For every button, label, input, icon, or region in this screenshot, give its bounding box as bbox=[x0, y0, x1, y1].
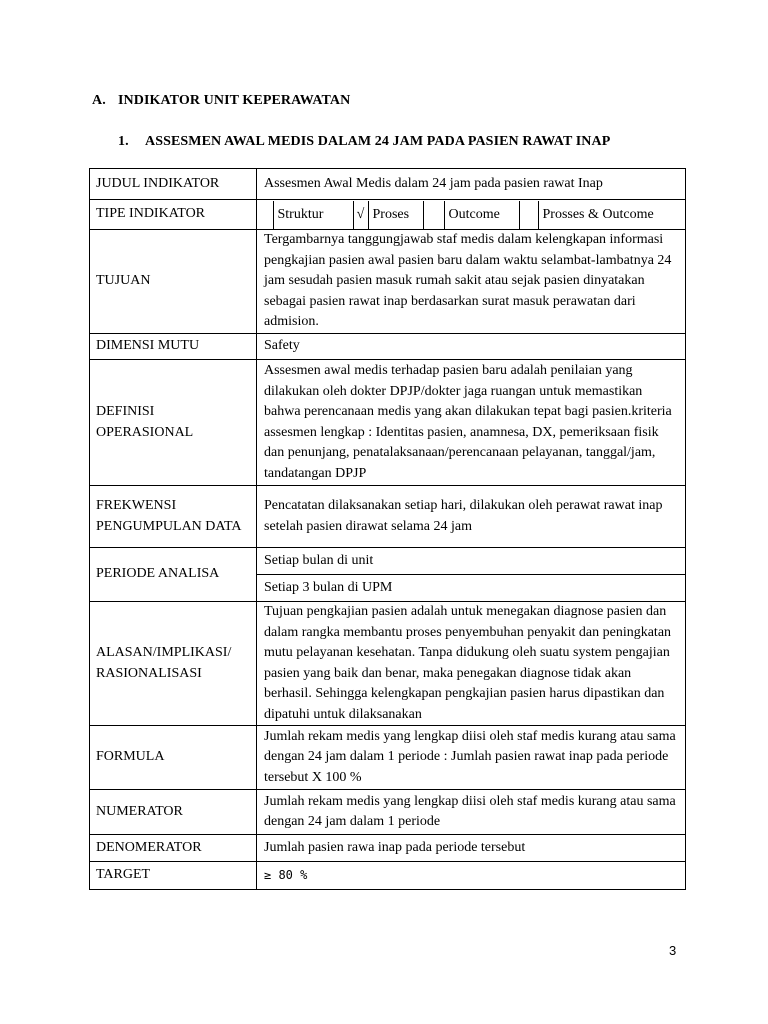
table-row bbox=[90, 862, 686, 890]
option-struktur: Struktur bbox=[273, 201, 353, 229]
table-row bbox=[90, 230, 686, 334]
row-value-tujuan: Tergambarnya tanggungjawab staf medis dalam kelengkapan informasi pengkajian pasien awal pasien baru dalam waktu selambat-lambatnya 24 jam sesudah pasien masuk rumah sakit atau sejak pasien dinyatakan sebagai pasien rawat inap berdasarkan surat masuk perawatan dari admision. bbox=[257, 230, 686, 334]
row-value-definisi: Assesmen awal medis terhadap pasien baru adalah penilaian yang dilakukan oleh dokter DPJP/dokter jaga ruangan untuk memastikan bahwa perencanaan medis yang akan dilakukan tepat bagi pasien.kriteria assesmen lengkap : Identitas pasien, anamnesa, DX, pemeriksaan fisik dan penunjang, penatalaksanaan/perencanaan pelayanan, tanggal/jam, tandatangan DPJP bbox=[257, 360, 686, 486]
row-label-frekwensi: FREKWENSI PENGUMPULAN DATA bbox=[90, 486, 257, 548]
row-value-frekwensi: Pencatatan dilaksanakan setiap hari, dilakukan oleh perawat rawat inap setelah pasien dirawat selama 24 jam bbox=[257, 486, 686, 548]
table-row bbox=[90, 835, 686, 862]
checkmark-proses: √ bbox=[353, 201, 368, 229]
checkbox-struktur bbox=[257, 201, 273, 229]
row-label-target: TARGET bbox=[90, 862, 257, 890]
table-row bbox=[90, 360, 686, 486]
subsection-title: ASSESMEN AWAL MEDIS DALAM 24 JAM PADA PASIEN RAWAT INAP bbox=[145, 134, 611, 149]
row-label-definisi: DEFINISI OPERASIONAL bbox=[90, 360, 257, 486]
row-label-denomerator: DENOMERATOR bbox=[90, 835, 257, 862]
row-label-numerator: NUMERATOR bbox=[90, 790, 257, 835]
checkbox-outcome bbox=[423, 201, 444, 229]
table-row bbox=[90, 602, 686, 726]
section-heading bbox=[92, 93, 350, 109]
option-prosses-outcome: Prosses & Outcome bbox=[538, 201, 685, 229]
table-row bbox=[90, 548, 686, 575]
tipe-options bbox=[257, 200, 686, 230]
row-value-formula: Jumlah rekam medis yang lengkap diisi oleh staf medis kurang atau sama dengan 24 jam dalam 1 periode : Jumlah pasien rawat inap pada periode tersebut X 100 % bbox=[257, 726, 686, 790]
option-outcome: Outcome bbox=[444, 201, 519, 229]
row-label-formula: FORMULA bbox=[90, 726, 257, 790]
row-value-target: ≥ 80 % bbox=[257, 862, 686, 890]
table-row bbox=[90, 486, 686, 548]
row-value-judul: Assesmen Awal Medis dalam 24 jam pada pasien rawat Inap bbox=[257, 169, 686, 200]
table-row bbox=[90, 169, 686, 200]
row-value-dimensi: Safety bbox=[257, 334, 686, 360]
table-row bbox=[90, 790, 686, 835]
table-row bbox=[90, 200, 686, 230]
option-proses: Proses bbox=[368, 201, 423, 229]
row-label-judul: JUDUL INDIKATOR bbox=[90, 169, 257, 200]
section-number: A. bbox=[92, 93, 106, 108]
row-value-periode-upm: Setiap 3 bulan di UPM bbox=[257, 575, 686, 602]
checkbox-prosses-outcome bbox=[519, 201, 538, 229]
table-row bbox=[90, 334, 686, 360]
indicator-table bbox=[89, 168, 686, 890]
subsection-number: 1. bbox=[118, 134, 129, 149]
subsection-heading bbox=[118, 134, 610, 150]
row-value-alasan: Tujuan pengkajian pasien adalah untuk menegakan diagnose pasien dan dalam rangka membantu proses penyembuhan penyakit dan peningkatan mutu pelayanan kesehatan. Tanpa didukung oleh suatu system pengajian pasien yang baik dan benar, maka penegakan diagnose tidak akan berhasil. Sehingga kelengkapan pengkajian pasien harus dipastikan dan dipatuhi untuk dilaksanakan bbox=[257, 602, 686, 726]
section-title: INDIKATOR UNIT KEPERAWATAN bbox=[118, 93, 351, 108]
row-label-periode: PERIODE ANALISA bbox=[90, 548, 257, 602]
row-value-numerator: Jumlah rekam medis yang lengkap diisi oleh staf medis kurang atau sama dengan 24 jam dalam 1 periode bbox=[257, 790, 686, 835]
page-number: 3 bbox=[669, 943, 677, 958]
row-value-denomerator: Jumlah pasien rawa inap pada periode tersebut bbox=[257, 835, 686, 862]
row-value-periode-unit: Setiap bulan di unit bbox=[257, 548, 686, 575]
tipe-options-table bbox=[257, 201, 685, 229]
table-row bbox=[90, 726, 686, 790]
row-label-tipe: TIPE INDIKATOR bbox=[90, 200, 257, 230]
row-label-tujuan: TUJUAN bbox=[90, 230, 257, 334]
row-label-dimensi: DIMENSI MUTU bbox=[90, 334, 257, 360]
row-label-alasan: ALASAN/IMPLIKASI/ RASIONALISASI bbox=[90, 602, 257, 726]
